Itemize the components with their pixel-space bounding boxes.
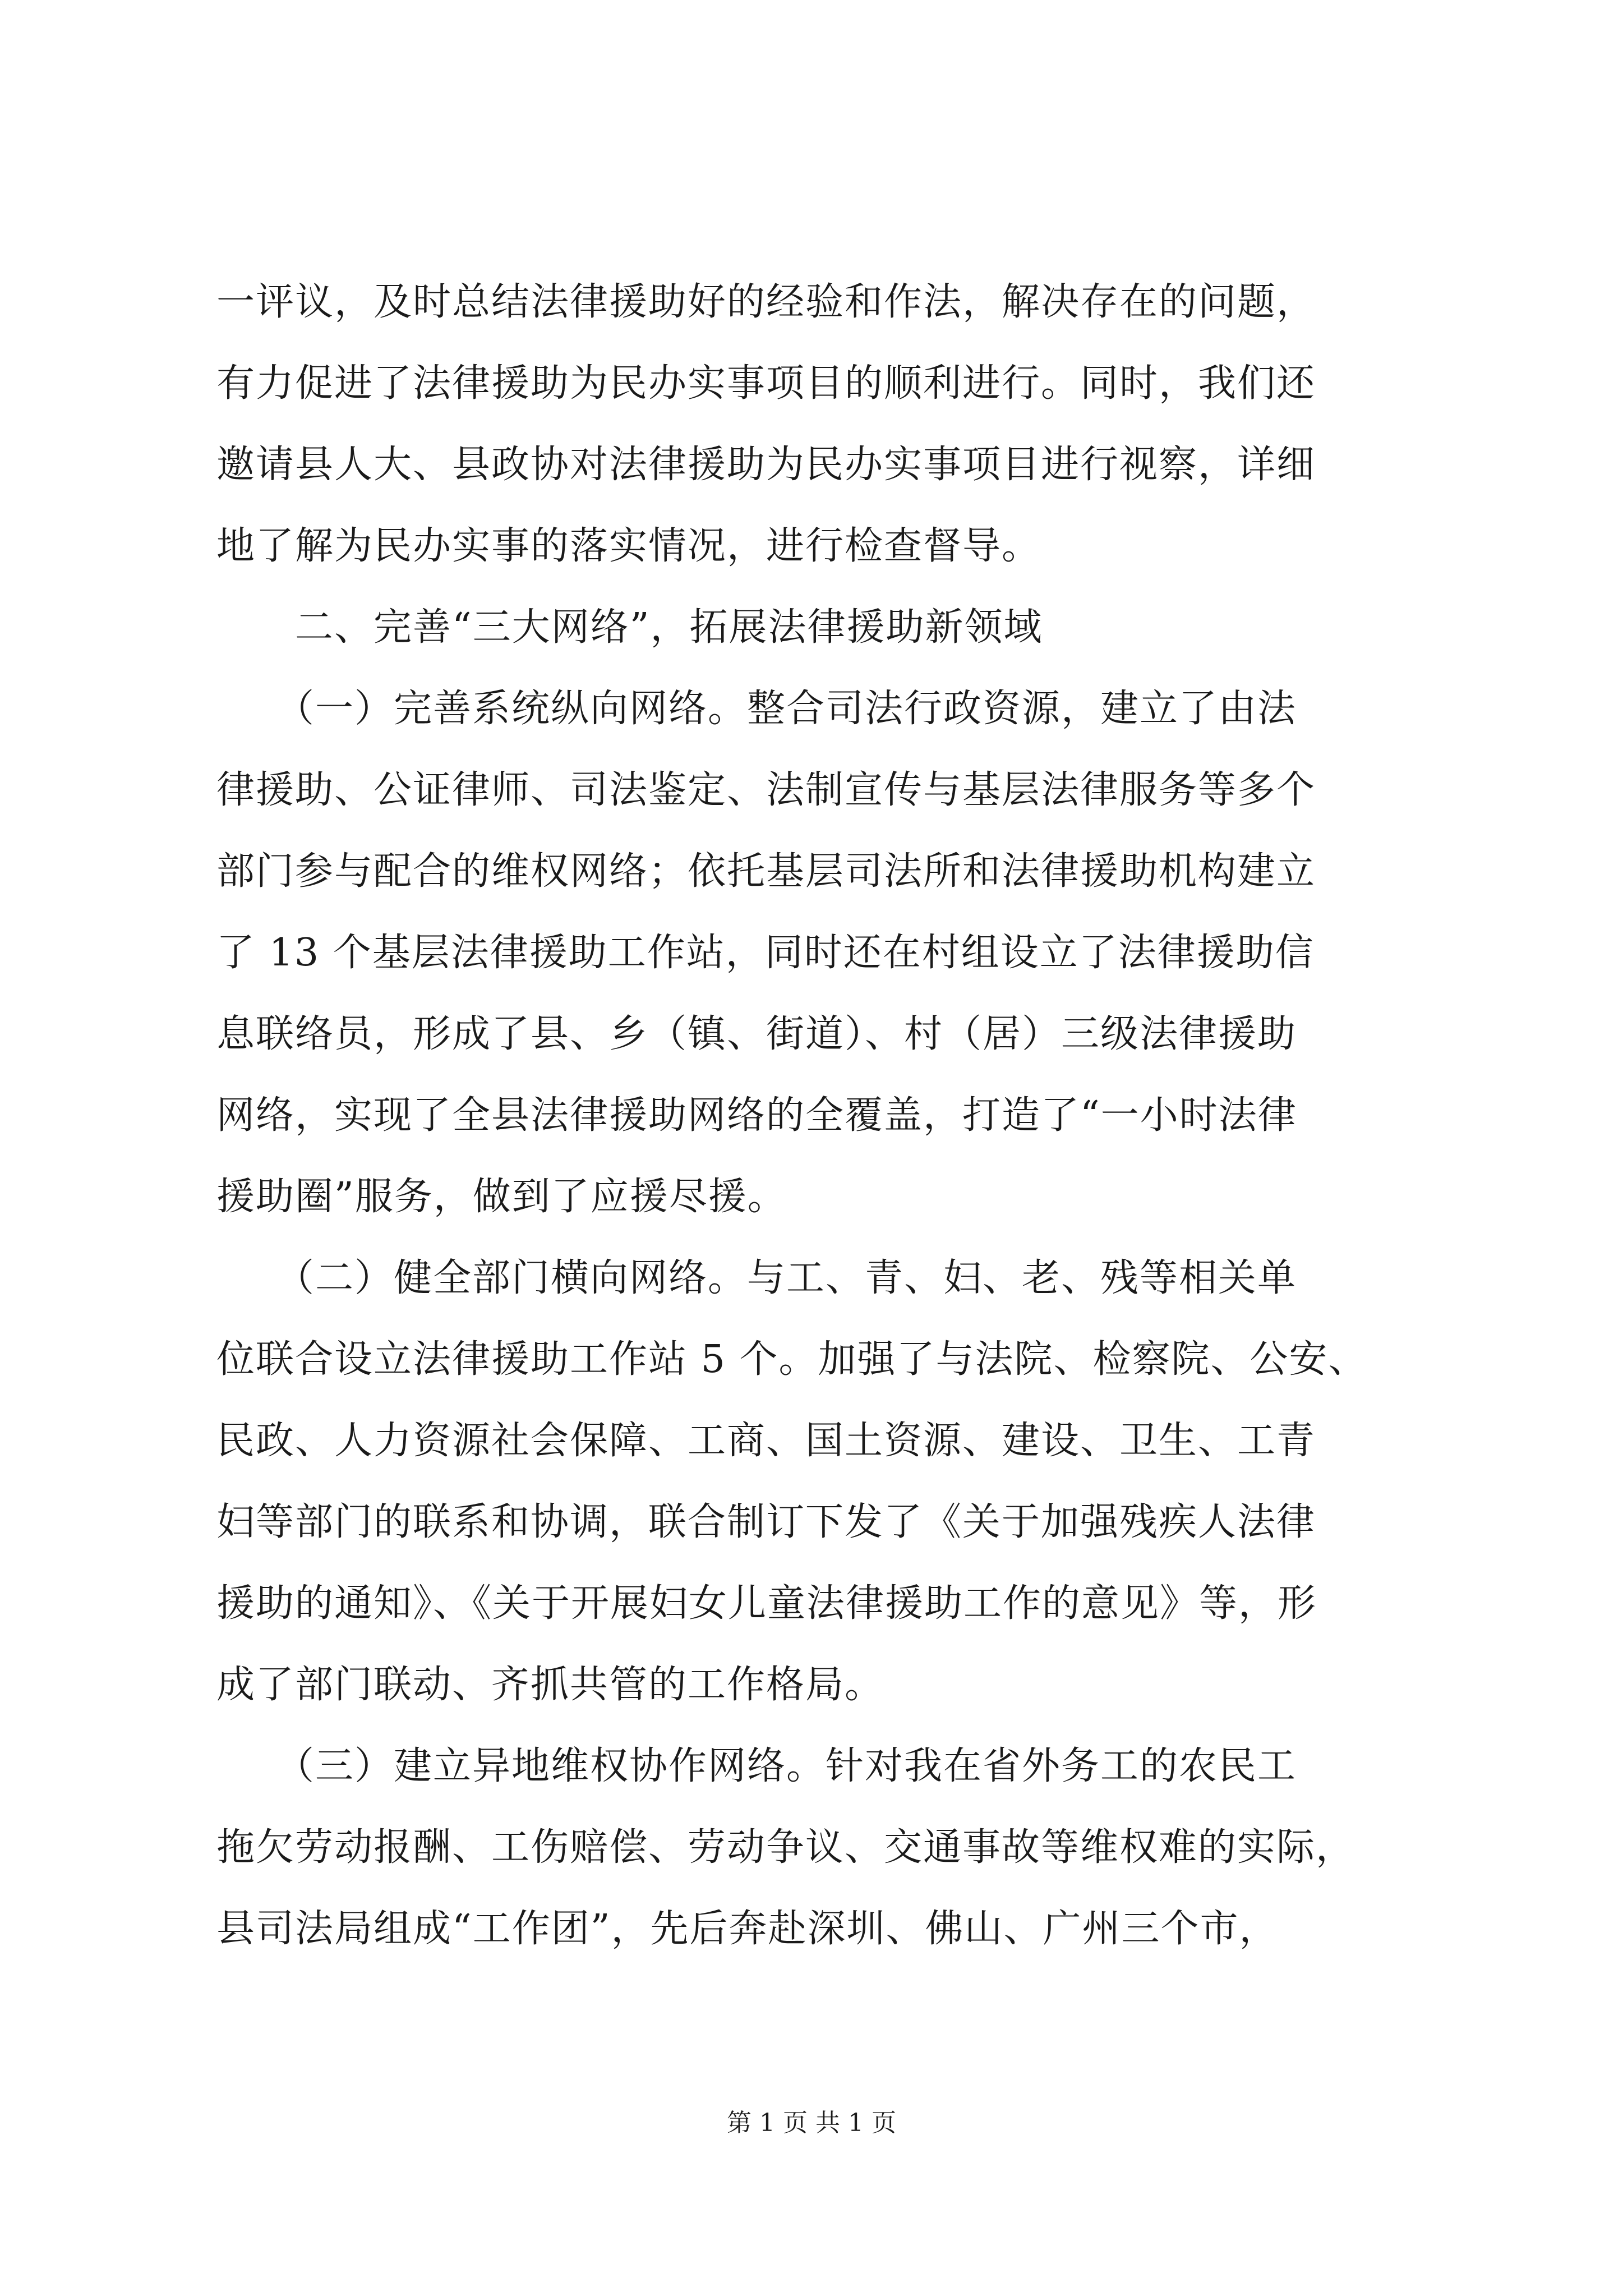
text-line: 县司法局组成“工作团”，先后奔赴深圳、佛山、广州三个市， [216,1907,1279,1951]
text-line: 成了部门联动、齐抓共管的工作格局。 [216,1663,884,1707]
text-line: （二）健全部门横向网络。与工、青、妇、老、残等相关单 [216,1256,1297,1300]
text-line: 妇等部门的联系和协调，联合制订下发了《关于加强残疾人法律 [216,1500,1316,1544]
text-line: 律援助、公证律师、司法鉴定、法制宣传与基层法律服务等多个 [216,768,1316,812]
text-line: 部门参与配合的维权网络；依托基层司法所和法律援助机构建立 [216,849,1316,894]
text-line: 了 13 个基层法律援助工作站，同时还在村组设立了法律援助信 [216,931,1315,975]
text-line: （一）完善系统纵向网络。整合司法行政资源，建立了由法 [216,687,1297,731]
text-line: 网络，实现了全县法律援助网络的全覆盖，打造了“一小时法律 [216,1093,1297,1138]
text-line: （三）建立异地维权协作网络。针对我在省外务工的农民工 [216,1744,1297,1788]
text-line: 援助的通知》、《关于开展妇女儿童法律援助工作的意见》等，形 [216,1581,1317,1626]
text-line: 地了解为民办实事的落实情况，进行检查督导。 [216,524,1041,568]
text-line: 拖欠劳动报酬、工伤赔偿、劳动争议、交通事故等维权难的实际， [216,1825,1355,1870]
text-line: 息联络员，形成了县、乡（镇、街道）、村（居）三级法律援助 [216,1012,1297,1056]
document-body [216,261,1435,1970]
text-line: 一评议，及时总结法律援助好的经验和作法，解决存在的问题， [216,280,1316,324]
page-number-footer: 第 1 页 共 1 页 [727,2109,896,2137]
text-line: 有力促进了法律援助为民办实事项目的顺利进行。同时，我们还 [216,361,1316,406]
text-line: 邀请县人大、县政协对法律援助为民办实事项目进行视察，详细 [216,443,1316,487]
text-line: 民政、人力资源社会保障、工商、国土资源、建设、卫生、工青 [216,1419,1316,1463]
text-line: 援助圈”服务，做到了应援尽援。 [216,1175,787,1219]
text-line: 位联合设立法律援助工作站 5 个。加强了与法院、检察院、公安、 [216,1337,1368,1382]
section-heading: 二、完善“三大网络”，拓展法律援助新领域 [216,605,1043,650]
